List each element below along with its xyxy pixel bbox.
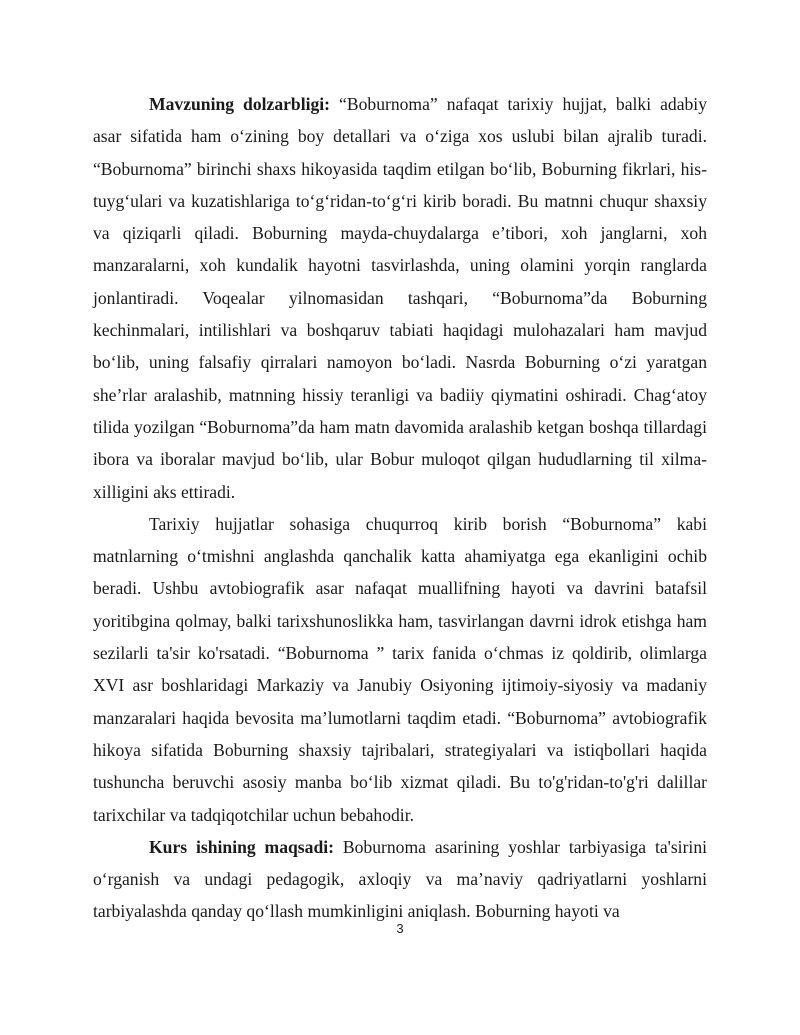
paragraph-text-course-goal: Boburnoma asarining yoshlar tarbiyasiga ta'sirini o‘rganish va undagi pedagogik, axloqiy va ma’naviy qadriyatlarni yoshlarni tarbiyalashda qanday qo‘llash mumkinligini aniqlash. Boburning hayoti va: [93, 836, 707, 922]
body-text: [93, 88, 707, 928]
paragraph-heading-relevance: Mavzuning dolzarbligi:: [149, 94, 331, 114]
paragraph-course-goal: [93, 831, 707, 928]
paragraph-relevance: [93, 88, 707, 508]
paragraph-text-relevance: “Boburnoma” nafaqat tarixiy hujjat, balki adabiy asar sifatida ham o‘zining boy detallari va o‘ziga xos uslubi bilan ajralib turadi. “Boburnoma” birinchi shaxs hikoyasida taqdim etilgan bo‘lib, Boburning fikrlari, his-tuyg‘ulari va kuzatishlariga to‘g‘ridan-to‘g‘ri kirib boradi. Bu matnni chuqur shaxsiy va qiziqarli qiladi. Boburning mayda-chuydalarga e’tibori, xoh janglarni, xoh manzaralarni, xoh kundalik hayotni tasvirlashda, uning olamini yorqin ranglarda jonlantiradi. Voqealar yilnomasidan tashqari, “Boburnoma”da Boburning kechinmalari, intilishlari va boshqaruv tabiati haqidagi mulohazalari ham mavjud bo‘lib, uning falsafiy qirralari namoyon bo‘ladi. Nasrda Boburning o‘zi yaratgan she’rlar aralashib, matnning hissiy teranligi va badiiy qiymatini oshiradi. Chag‘atoy tilida yozilgan “Boburnoma”da ham matn davomida aralashib ketgan boshqa tillardagi ibora va iboralar mavjud bo‘lib, ular Bobur muloqot qilgan hududlarning til xilma-xilligini aks ettiradi.: [93, 94, 707, 502]
page-number: 3: [396, 921, 404, 936]
paragraph-historical-documents: [93, 508, 707, 831]
paragraph-text-historical-documents: Tarixiy hujjatlar sohasiga chuqurroq kirib borish “Boburnoma” kabi matnlarning o‘tmishni anglashda qanchalik katta ahamiyatga ega ekanligini ochib beradi. Ushbu avtobiografik asar nafaqat muallifning hayoti va davrini batafsil yoritibgina qolmay, balki tarixshunoslikka ham, tasvirlangan davrni idrok etishga ham sezilarli ta'sir ko'rsatadi. “Boburnoma ” tarix fanida o‘chmas iz qoldirib, olimlarga XVI asr boshlaridagi Markaziy va Janubiy Osiyoning ijtimoiy-siyosiy va madaniy manzaralari haqida bevosita ma’lumotlarni taqdim etadi. “Boburnoma” avtobiografik hikoya sifatida Boburning shaxsiy tajribalari, strategiyalari va istiqbollari haqida tushuncha beruvchi asosiy manba bo‘lib xizmat qiladi. Bu to'g'ridan-to'g'ri dalillar tarixchilar va tadqiqotchilar uchun bebahodir.: [93, 513, 707, 825]
paragraph-heading-course-goal: Kurs ishining maqsadi:: [149, 836, 334, 857]
